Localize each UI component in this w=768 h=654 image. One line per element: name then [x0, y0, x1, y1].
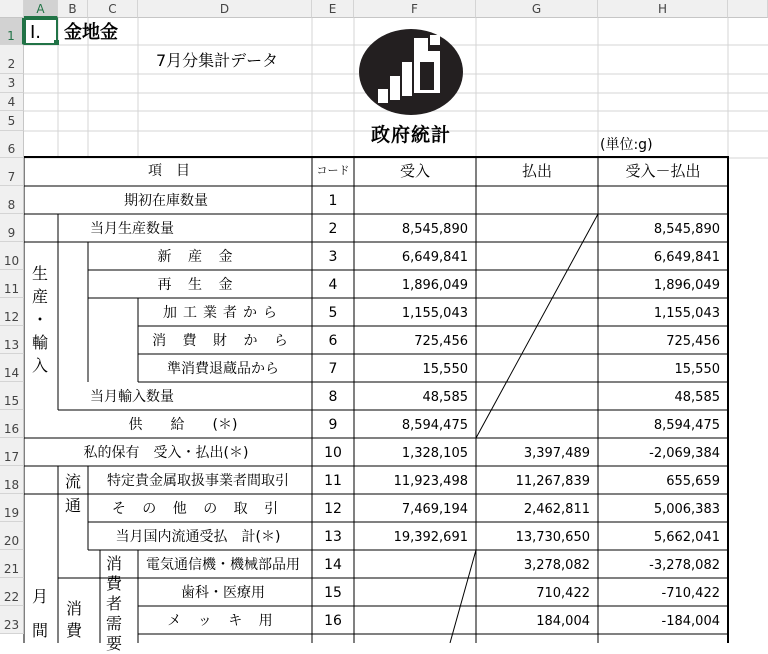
row-header-10[interactable]: 10 — [0, 242, 24, 270]
row-header-14[interactable]: 14 — [0, 354, 24, 382]
row-receipt[interactable]: 725,456 — [414, 334, 468, 349]
row-code[interactable]: 14 — [324, 557, 342, 573]
column-header-g[interactable]: G — [476, 0, 598, 18]
row-header-12[interactable]: 12 — [0, 298, 24, 326]
row-header-16[interactable]: 16 — [0, 410, 24, 438]
row-label[interactable]: 特定貴金属取扱事業者間取引 — [107, 473, 289, 489]
row-payment[interactable] — [476, 301, 598, 326]
row-receipt[interactable] — [354, 581, 476, 606]
row-receipt[interactable]: 1,896,049 — [401, 278, 468, 293]
row-header-5[interactable]: 5 — [0, 111, 24, 131]
row-label[interactable]: 準消費退蔵品から — [167, 361, 279, 377]
production-import-label-char: 生 — [31, 264, 48, 283]
column-header-d[interactable]: D — [138, 0, 312, 18]
row-difference[interactable]: 8,594,475 — [653, 418, 720, 433]
row-difference[interactable]: -184,004 — [661, 614, 720, 629]
row-payment[interactable]: 3,278,082 — [523, 558, 590, 573]
row-payment[interactable] — [476, 273, 598, 298]
row-difference[interactable]: 15,550 — [674, 362, 720, 377]
logo-text: 政府統計 — [370, 124, 451, 146]
distribution-label-char: 流 — [64, 472, 81, 491]
row-header-7[interactable]: 7 — [0, 158, 24, 186]
row-payment[interactable] — [476, 217, 598, 242]
row-difference[interactable]: 725,456 — [666, 334, 720, 349]
row-code[interactable]: 10 — [324, 445, 342, 461]
row-label[interactable]: 新 産 金 — [157, 249, 239, 265]
row-receipt[interactable]: 1,328,105 — [401, 446, 468, 461]
subtitle[interactable]: 7月分集計データ — [156, 51, 279, 70]
row-label[interactable]: 再 生 金 — [157, 277, 239, 293]
row-header-19[interactable]: 19 — [0, 494, 24, 522]
production-import-label-char: 輸 — [31, 333, 48, 352]
row-payment[interactable]: 11,267,839 — [515, 474, 590, 489]
row-receipt[interactable]: 8,594,475 — [401, 418, 468, 433]
row-header-18[interactable]: 18 — [0, 466, 24, 494]
header-receipt[interactable]: 受入 — [399, 162, 430, 180]
row-payment[interactable]: 184,004 — [536, 614, 590, 629]
active-cell-border[interactable] — [24, 18, 58, 45]
row-code[interactable]: 2 — [328, 221, 338, 237]
row-header-3[interactable]: 3 — [0, 74, 24, 93]
row-header-13[interactable]: 13 — [0, 326, 24, 354]
row-payment[interactable]: 710,422 — [536, 586, 590, 601]
row-receipt[interactable]: 6,649,841 — [401, 250, 468, 265]
column-header-a[interactable]: A — [24, 0, 58, 18]
row-header-4[interactable]: 4 — [0, 93, 24, 111]
row-header-23[interactable]: 23 — [0, 606, 24, 634]
row-difference[interactable]: 1,896,049 — [653, 278, 720, 293]
row-receipt[interactable] — [354, 553, 476, 578]
row-receipt[interactable]: 15,550 — [422, 362, 468, 377]
row-difference[interactable]: -2,069,384 — [649, 446, 720, 461]
production-import-label-char: ・ — [31, 310, 48, 329]
row-header-22[interactable]: 22 — [0, 578, 24, 606]
statistics-mark-icon — [358, 26, 464, 116]
row-difference[interactable]: -3,278,082 — [649, 558, 720, 573]
row-label[interactable]: 電気通信機・機械部品用 — [146, 557, 300, 573]
row-label[interactable]: 当月国内流通受払 計(＊) — [115, 529, 281, 545]
row-difference[interactable]: 8,545,890 — [653, 222, 720, 237]
column-header-h[interactable]: H — [598, 0, 728, 18]
column-header-b[interactable]: B — [58, 0, 88, 18]
row-payment[interactable] — [476, 385, 598, 410]
header-difference[interactable]: 受入－払出 — [625, 162, 701, 180]
row-label[interactable]: 期初在庫数量 — [124, 193, 208, 209]
row-receipt[interactable]: 11,923,498 — [393, 474, 468, 489]
row-difference[interactable]: 6,649,841 — [653, 250, 720, 265]
row-code[interactable]: 3 — [328, 249, 338, 265]
sheet-title[interactable]: 金地金 — [64, 22, 118, 43]
row-label[interactable]: 歯科・医療用 — [181, 585, 265, 601]
distribution-label — [61, 470, 85, 518]
row-label[interactable]: 供 給 (＊) — [128, 417, 238, 433]
column-header-f[interactable]: F — [354, 0, 476, 18]
row-code[interactable]: 15 — [324, 585, 342, 601]
row-receipt[interactable]: 19,392,691 — [393, 530, 468, 545]
row-code[interactable]: 4 — [328, 277, 338, 293]
row-header-11[interactable]: 11 — [0, 270, 24, 298]
row-code[interactable]: 11 — [324, 473, 342, 489]
column-header-filler — [728, 0, 768, 18]
row-code[interactable]: 8 — [328, 389, 338, 405]
row-receipt[interactable]: 1,155,043 — [401, 306, 468, 321]
row-code[interactable]: 6 — [328, 333, 338, 349]
consumer-demand-label-char: 需 — [105, 614, 122, 633]
row-difference[interactable]: -710,422 — [661, 586, 720, 601]
column-header-c[interactable]: C — [88, 0, 138, 18]
row-code[interactable]: 1 — [328, 193, 338, 209]
month-label-char: 間 — [31, 621, 48, 640]
row-code[interactable]: 13 — [324, 529, 342, 545]
row-difference[interactable]: 48,585 — [674, 390, 720, 405]
row-receipt[interactable]: 48,585 — [422, 390, 468, 405]
consumer-demand-label-char: 消 — [105, 554, 122, 573]
unit-label[interactable]: (単位:g) — [600, 137, 653, 153]
row-code[interactable]: 5 — [328, 305, 338, 321]
row-payment[interactable] — [476, 245, 598, 270]
header-item[interactable]: 項 目 — [148, 163, 190, 179]
row-label[interactable]: メ ッ キ 用 — [167, 613, 279, 629]
row-payment[interactable]: 3,397,489 — [523, 446, 590, 461]
row-payment[interactable] — [476, 189, 598, 214]
header-code[interactable]: コード — [316, 164, 350, 177]
row-label[interactable]: 当月輸入数量 — [90, 389, 174, 405]
production-import-label-char: 入 — [31, 356, 48, 375]
row-code[interactable]: 16 — [324, 613, 342, 629]
row-header-6[interactable]: 6 — [0, 131, 24, 158]
row-label[interactable]: そ の 他 の 取 引 — [111, 501, 285, 517]
production-import-label — [28, 262, 52, 377]
distribution-label-char: 通 — [64, 496, 81, 515]
consumer-demand-label-char: 要 — [105, 634, 122, 653]
row-label[interactable]: 私的保有 受入・払出(＊) — [83, 445, 249, 461]
header-payment[interactable]: 払出 — [521, 162, 552, 180]
production-import-label-char: 産 — [31, 287, 48, 306]
month-label-char: 月 — [31, 587, 48, 606]
row-difference[interactable] — [598, 189, 728, 214]
row-receipt[interactable]: 8,545,890 — [401, 222, 468, 237]
row-difference[interactable]: 5,006,383 — [653, 502, 720, 517]
row-receipt[interactable]: 7,469,194 — [401, 502, 468, 517]
row-code[interactable]: 7 — [328, 361, 338, 377]
select-all-corner[interactable] — [0, 0, 24, 18]
row-difference[interactable]: 5,662,041 — [653, 530, 720, 545]
row-label[interactable]: 加工業者から — [163, 305, 283, 321]
row-header-8[interactable]: 8 — [0, 186, 24, 214]
month-label — [28, 580, 52, 648]
row-label[interactable]: 当月生産数量 — [90, 221, 174, 237]
row-payment[interactable]: 13,730,650 — [515, 530, 590, 545]
row-receipt[interactable] — [354, 189, 476, 214]
row-header-21[interactable]: 21 — [0, 550, 24, 578]
row-payment[interactable] — [476, 329, 598, 354]
row-label[interactable]: 消 費 財 か ら — [152, 333, 294, 349]
consumer-demand-label-char: 者 — [105, 594, 122, 613]
row-header-20[interactable]: 20 — [0, 522, 24, 550]
roman-numeral[interactable]: Ⅰ. — [30, 22, 42, 43]
row-difference[interactable]: 655,659 — [666, 474, 720, 489]
consumer-demand-label — [102, 554, 126, 654]
consumption-label — [62, 598, 86, 642]
row-header-1[interactable]: 1 — [0, 18, 24, 45]
row-header-17[interactable]: 17 — [0, 438, 24, 466]
row-code[interactable]: 9 — [328, 417, 338, 433]
row-payment[interactable] — [476, 413, 598, 438]
row-header-2[interactable]: 2 — [0, 45, 24, 74]
row-payment[interactable] — [476, 357, 598, 382]
row-header-9[interactable]: 9 — [0, 214, 24, 242]
row-code[interactable]: 12 — [324, 501, 342, 517]
row-difference[interactable]: 1,155,043 — [653, 306, 720, 321]
column-header-e[interactable]: E — [312, 0, 354, 18]
row-payment[interactable]: 2,462,811 — [523, 502, 590, 517]
row-receipt[interactable] — [354, 609, 476, 634]
row-header-15[interactable]: 15 — [0, 382, 24, 410]
consumption-label-char: 費 — [65, 621, 82, 640]
consumption-label-char: 消 — [65, 599, 82, 618]
government-statistics-logo — [358, 26, 464, 146]
consumer-demand-label-char: 費 — [105, 574, 122, 593]
